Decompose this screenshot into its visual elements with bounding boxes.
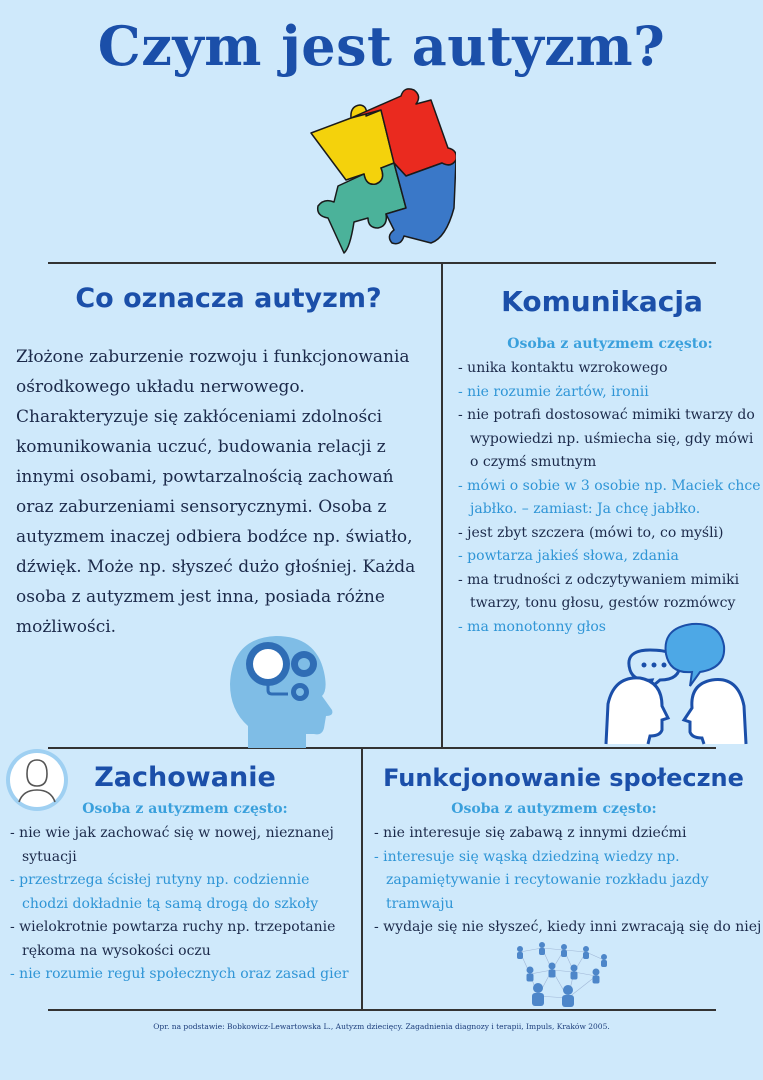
top-divider — [48, 262, 716, 264]
social-subtitle: Osoba z autyzmem często: — [451, 801, 657, 817]
people-network-icon — [500, 940, 618, 1008]
puzzle-icon — [306, 88, 456, 258]
list-item: - nie interesuje się zabawą z innymi dziećmi — [374, 825, 687, 841]
behavior-subtitle: Osoba z autyzmem często: — [82, 801, 288, 817]
source-citation: Opr. na podstawie: Bobkowicz-Lewartowska L., Autyzm dziecięcy. Zagadnienia diagnozy i terapii, Impuls, Kraków 2005. — [153, 1022, 610, 1031]
head-gears-icon — [224, 630, 344, 748]
list-item: - przestrzega ścisłej rutyny np. codziennie chodzi dokładnie tą samą drogą do szkoły — [10, 872, 319, 912]
social-list — [368, 822, 763, 940]
bottom-divider — [48, 1009, 716, 1011]
lower-vertical-divider — [361, 747, 363, 1010]
list-item: - nie wie jak zachować się w nowej, nieznanej sytuacji — [10, 825, 334, 865]
list-item: - nie potrafi dostosować mimiki twarzy do wypowiedzi np. uśmiecha się, gdy mówi o czymś smutnym — [458, 407, 755, 470]
speech-heads-icon — [600, 620, 750, 746]
list-item: - powtarza jakieś słowa, zdania — [458, 548, 679, 564]
upper-vertical-divider — [441, 262, 443, 748]
list-item: - jest zbyt szczera (mówi to, co myśli) — [458, 524, 724, 541]
list-item: - mówi o sobie w 3 osobie np. Maciek chce jabłko. – zamiast: Ja chcę jabłko. — [458, 477, 761, 517]
list-item: - ma trudności z odczytywaniem mimiki twarzy, tonu głosu, gestów rozmówcy — [458, 571, 740, 611]
list-item: - interesuje się wąską dziedziną wiedzy np. zapamiętywanie i recytowanie rozkładu jazdy tramwaju — [374, 848, 709, 912]
list-item: - ma monotonny głos — [458, 618, 606, 635]
middle-divider — [48, 747, 716, 749]
social-title: Funkcjonowanie społeczne — [383, 764, 744, 792]
behavior-list — [4, 822, 354, 987]
list-item: - unika kontaktu wzrokowego — [458, 360, 668, 376]
list-item: - nie rozumie reguł społecznych oraz zasad gier — [10, 966, 349, 982]
list-item: - wielokrotnie powtarza ruchy np. trzepotanie rękoma na wysokości oczu — [10, 919, 336, 959]
communication-list — [452, 357, 762, 639]
communication-title: Komunikacja — [501, 285, 703, 318]
meaning-text: Złożone zaburzenie rozwoju i funkcjonowania ośrodkowego układu nerwowego. Charakteryzuje się zakłóceniami zdolności komunikowania uczuć, budowania relacji z innymi osobami, powtarzalnością zachowań oraz zaburzeniami sensorycznymi. Osoba z autyzmem inaczej odbiera bodźce np. światło, dźwięk. Może np. słyszeć dużo głośniej. Każda osoba z autyzmem jest inna, posiada różne możliwości. — [16, 347, 416, 637]
meaning-title: Co oznacza autyzm? — [75, 283, 382, 314]
page-title: Czym jest autyzm? — [97, 14, 666, 78]
behavior-title: Zachowanie — [94, 762, 276, 793]
list-item: - wydaje się nie słyszeć, kiedy inni zwracają się do niej — [374, 919, 762, 935]
communication-subtitle: Osoba z autyzmem często: — [507, 336, 713, 352]
list-item: - nie rozumie żartów, ironii — [458, 383, 649, 400]
